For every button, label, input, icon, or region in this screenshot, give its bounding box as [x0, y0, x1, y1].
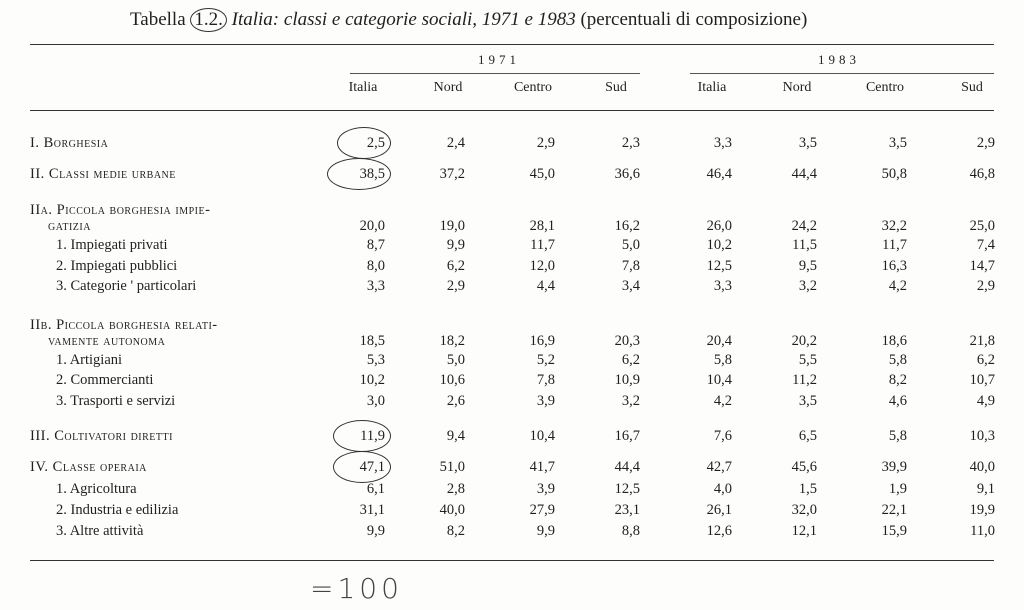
- table-cell: 8,7: [366, 237, 385, 253]
- table-cell: 5,0: [621, 237, 640, 253]
- table-cell: 5,2: [536, 352, 555, 368]
- table-cell: 4,0: [713, 481, 732, 497]
- table-cell: 5,8: [888, 352, 907, 368]
- table-cell: 23,1: [614, 502, 640, 518]
- row-label: [56, 393, 175, 410]
- table-cell: 3,3: [713, 135, 732, 151]
- table-cell: 5,5: [798, 352, 817, 368]
- table-cell: 5,3: [366, 352, 385, 368]
- table-cell: 26,0: [706, 218, 732, 234]
- table-cell: 2,9: [446, 278, 465, 294]
- top-rule: [30, 44, 994, 45]
- table-cell: 8,2: [888, 372, 907, 388]
- table-cell: 6,5: [798, 428, 817, 444]
- table-cell: 9,9: [366, 523, 385, 539]
- table-cell: 46,4: [706, 166, 732, 182]
- table-cell: 44,4: [791, 166, 817, 182]
- column-header: Nord: [433, 80, 463, 95]
- table-cell: 37,2: [439, 166, 465, 182]
- row-label: [30, 135, 108, 152]
- row-label: [30, 428, 173, 445]
- table-cell: 3,3: [366, 278, 385, 294]
- table-cell: 12,1: [791, 523, 817, 539]
- table-cell: 7,6: [713, 428, 732, 444]
- row-label-text: 3. Altre attività: [56, 523, 144, 539]
- table-cell: 7,4: [976, 237, 995, 253]
- table-cell: 11,7: [530, 237, 555, 253]
- row-label-text: 2. Impiegati pubblici: [56, 258, 178, 274]
- table-cell: 1,9: [888, 481, 907, 497]
- table-cell: 10,4: [529, 428, 555, 444]
- table-cell: 2,3: [621, 135, 640, 151]
- row-label-text: 2. Industria e edilizia: [56, 502, 179, 518]
- caption-suffix: (percentuali di composizione): [580, 9, 808, 30]
- table-cell: 8,0: [366, 258, 385, 274]
- table-cell: 38,5: [359, 166, 385, 182]
- table-cell: 16,9: [529, 333, 555, 349]
- table-cell: 4,6: [888, 393, 907, 409]
- table-cell: 3,9: [536, 481, 555, 497]
- table-cell: 36,6: [614, 166, 640, 182]
- table-cell: 3,2: [621, 393, 640, 409]
- column-header: Sud: [605, 80, 627, 95]
- table-cell: 3,5: [798, 393, 817, 409]
- table-cell: 20,4: [706, 333, 732, 349]
- row-label-text: IV. Classe operaia: [30, 459, 147, 475]
- table-cell: 2,9: [536, 135, 555, 151]
- table-cell: 3,0: [366, 393, 385, 409]
- table-cell: 9,1: [976, 481, 995, 497]
- table-cell: 26,1: [706, 502, 732, 518]
- table-cell: 2,6: [446, 393, 465, 409]
- row-label-text: I. Borghesia: [30, 135, 109, 151]
- table-cell: 3,5: [888, 135, 907, 151]
- table-cell: 19,0: [439, 218, 465, 234]
- row-label: [48, 218, 91, 235]
- row-label: [30, 202, 210, 219]
- row-label-text: III. Coltivatori diretti: [30, 428, 173, 444]
- table-caption: [130, 8, 807, 32]
- table-cell: 18,2: [439, 333, 465, 349]
- row-label: [56, 258, 177, 275]
- table-cell: 24,2: [791, 218, 817, 234]
- table-cell: 25,0: [969, 218, 995, 234]
- bottom-rule: [30, 560, 994, 561]
- table-cell: 6,2: [621, 352, 640, 368]
- table-cell: 2,9: [976, 278, 995, 294]
- table-cell: 32,2: [881, 218, 907, 234]
- hand-circle-mark: [337, 127, 391, 159]
- table-cell: 10,2: [359, 372, 385, 388]
- row-label-text: 1. Artigiani: [56, 352, 123, 368]
- row-label: [56, 481, 137, 498]
- hand-circle-mark: [327, 158, 391, 190]
- table-cell: 11,9: [360, 428, 385, 444]
- row-label: [30, 317, 218, 334]
- table-cell: 15,9: [881, 523, 907, 539]
- table-cell: 11,2: [792, 372, 817, 388]
- table-cell: 12,6: [706, 523, 732, 539]
- column-header: Italia: [697, 80, 727, 95]
- table-cell: 6,2: [976, 352, 995, 368]
- column-header: Nord: [782, 80, 812, 95]
- table-cell: 6,2: [446, 258, 465, 274]
- table-cell: 2,8: [446, 481, 465, 497]
- table-cell: 45,6: [791, 459, 817, 475]
- table-cell: 4,2: [888, 278, 907, 294]
- table-cell: 16,7: [614, 428, 640, 444]
- table-cell: 8,2: [446, 523, 465, 539]
- table-cell: 5,8: [888, 428, 907, 444]
- table-cell: 31,1: [359, 502, 385, 518]
- table-cell: 3,5: [798, 135, 817, 151]
- table-cell: 39,9: [881, 459, 907, 475]
- row-label: [56, 352, 122, 369]
- year-1983: 1983: [818, 52, 860, 67]
- table-cell: 10,7: [969, 372, 995, 388]
- table-cell: 21,8: [969, 333, 995, 349]
- table-cell: 27,9: [529, 502, 555, 518]
- row-label-text: II. Classi medie urbane: [30, 166, 176, 182]
- table-cell: 51,0: [439, 459, 465, 475]
- row-label: [30, 459, 147, 476]
- row-label-text: 1. Agricoltura: [56, 481, 137, 497]
- handwritten-note: =100: [310, 572, 403, 605]
- row-label: [56, 372, 153, 389]
- header-rule: [30, 110, 994, 111]
- table-cell: 46,8: [969, 166, 995, 182]
- table-cell: 20,0: [359, 218, 385, 234]
- table-cell: 7,8: [621, 258, 640, 274]
- row-label: [30, 166, 176, 183]
- row-label: [56, 502, 178, 519]
- row-label-text: 1. Impiegati privati: [56, 237, 168, 253]
- table-cell: 16,2: [614, 218, 640, 234]
- table-cell: 18,5: [359, 333, 385, 349]
- table-cell: 4,9: [976, 393, 995, 409]
- table-cell: 19,9: [969, 502, 995, 518]
- table-title: Italia: classi e categorie sociali, 1971 e 1983: [231, 9, 576, 30]
- table-cell: 3,3: [713, 278, 732, 294]
- table-cell: 2,9: [976, 135, 995, 151]
- table-cell: 5,8: [713, 352, 732, 368]
- row-label: [56, 523, 143, 540]
- table-cell: 3,9: [536, 393, 555, 409]
- row-label-text: 3. Trasporti e servizi: [56, 393, 176, 409]
- table-number: 1.2.: [190, 8, 227, 32]
- table-cell: 47,1: [359, 459, 385, 475]
- table-cell: 10,2: [706, 237, 732, 253]
- table-cell: 4,4: [536, 278, 555, 294]
- table-cell: 9,5: [798, 258, 817, 274]
- table-cell: 10,4: [706, 372, 732, 388]
- table-cell: 14,7: [969, 258, 995, 274]
- table-cell: 2,5: [366, 135, 385, 151]
- caption-prefix: Tabella: [130, 9, 186, 30]
- table-cell: 10,6: [439, 372, 465, 388]
- table-cell: 9,9: [446, 237, 465, 253]
- row-label-text: 3. Categorie ' particolari: [56, 278, 197, 294]
- table-cell: 9,4: [446, 428, 465, 444]
- table-cell: 12,5: [706, 258, 732, 274]
- table-cell: 3,4: [621, 278, 640, 294]
- table-cell: 4,2: [713, 393, 732, 409]
- table-cell: 11,5: [792, 237, 817, 253]
- year-rule-1971: [350, 73, 640, 74]
- row-label: [48, 333, 165, 350]
- table-cell: 40,0: [439, 502, 465, 518]
- table-cell: 3,2: [798, 278, 817, 294]
- table-cell: 9,9: [536, 523, 555, 539]
- table-cell: 32,0: [791, 502, 817, 518]
- table-cell: 1,5: [798, 481, 817, 497]
- year-1971: 1971: [478, 52, 520, 67]
- table-cell: 18,6: [881, 333, 907, 349]
- table-cell: 50,8: [881, 166, 907, 182]
- table-cell: 11,7: [882, 237, 907, 253]
- table-cell: 40,0: [969, 459, 995, 475]
- table-cell: 12,5: [614, 481, 640, 497]
- table-cell: 5,0: [446, 352, 465, 368]
- table-cell: 7,8: [536, 372, 555, 388]
- table-cell: 45,0: [529, 166, 555, 182]
- column-header: Sud: [961, 80, 983, 95]
- table-cell: 20,2: [791, 333, 817, 349]
- table-cell: 44,4: [614, 459, 640, 475]
- row-label-text: IIb. Piccola borghesia relati-: [30, 317, 218, 333]
- column-header: Italia: [348, 80, 378, 95]
- table-cell: 11,0: [970, 523, 995, 539]
- table-cell: 20,3: [614, 333, 640, 349]
- row-label-text: 2. Commercianti: [56, 372, 154, 388]
- table-cell: 6,1: [366, 481, 385, 497]
- table-cell: 28,1: [529, 218, 555, 234]
- table-cell: 8,8: [621, 523, 640, 539]
- row-label: [56, 237, 168, 254]
- table-cell: 22,1: [881, 502, 907, 518]
- column-header: Centro: [865, 80, 905, 95]
- table-cell: 16,3: [881, 258, 907, 274]
- hand-circle-mark: [333, 420, 391, 452]
- table-cell: 10,3: [969, 428, 995, 444]
- row-label-text: IIa. Piccola borghesia impie-: [30, 202, 211, 218]
- row-label-text: vamente autonoma: [48, 333, 166, 349]
- hand-circle-mark: [333, 451, 391, 483]
- row-label-text: gatizia: [48, 218, 91, 234]
- year-rule-1983: [690, 73, 994, 74]
- table-cell: 10,9: [614, 372, 640, 388]
- table-cell: 12,0: [529, 258, 555, 274]
- table-cell: 2,4: [446, 135, 465, 151]
- table-cell: 42,7: [706, 459, 732, 475]
- column-header: Centro: [513, 80, 553, 95]
- row-label: [56, 278, 196, 295]
- table-cell: 41,7: [529, 459, 555, 475]
